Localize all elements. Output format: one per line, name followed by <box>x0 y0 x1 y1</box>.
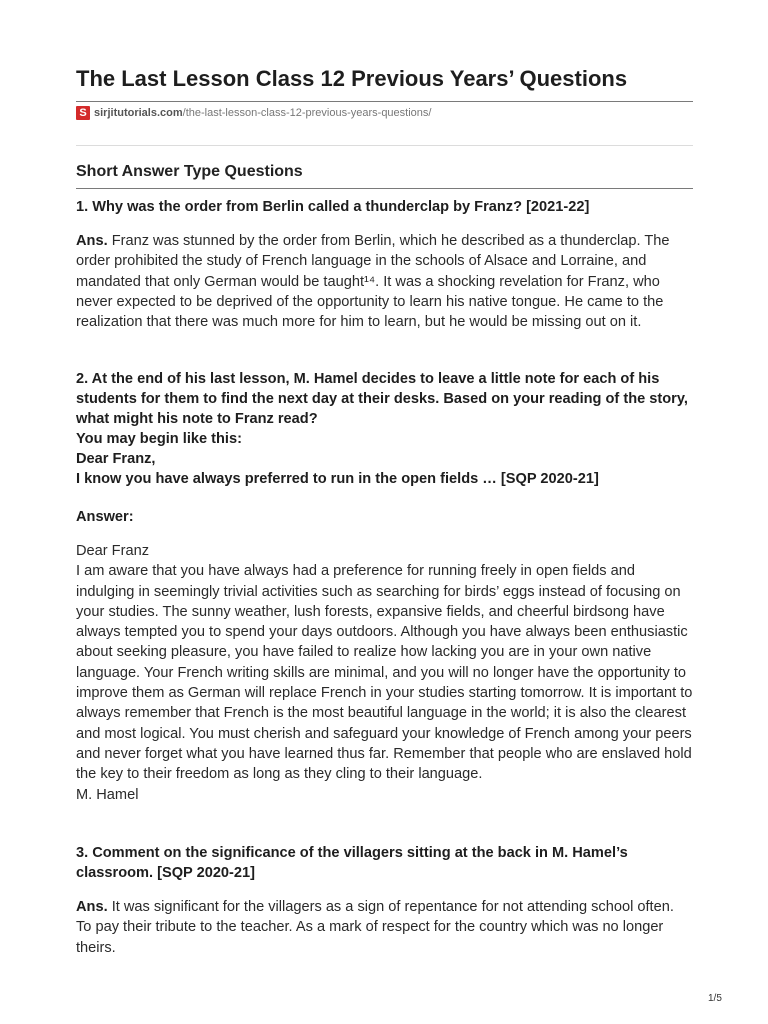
question-3: 3. Comment on the significance of the villagers sitting at the back in M. Hamel’s classroom. [SQP 2020-21] <box>76 845 628 881</box>
question-1: 1. Why was the order from Berlin called a thunderclap by Franz? [2021-22] <box>76 199 590 215</box>
answer-1-text: Franz was stunned by the order from Berlin, which he described as a thunderclap. The order prohibited the study of French language in the schools of Alsace and Lorraine, and mandated that only German would be taught¹⁴. It was a shocking revelation for Franz, who never expected to be deprived of the opportunity to learn his native tongue. He came to the realization that there was much more for him to learn, but he would be missing out on it. <box>76 233 670 331</box>
answer-2-letter <box>76 541 693 805</box>
question-2-line-3: Dear Franz, <box>76 451 156 467</box>
page-number: 1/5 <box>708 993 722 1004</box>
source-divider <box>76 145 693 146</box>
question-2-line-1: 2. At the end of his last lesson, M. Hamel decides to leave a little note for each of his students for them to find the next day at their desks. Based on your reading of the story, what might his note to Franz read? <box>76 371 688 427</box>
answer-3-text: It was significant for the villagers as a sign of repentance for not attending school often. To pay their tribute to the teacher. As a mark of respect for the country which was no longer theirs. <box>76 899 674 956</box>
section-heading: Short Answer Type Questions <box>76 163 303 180</box>
source-path[interactable]: /the-last-lesson-class-12-previous-years-questions/ <box>182 107 432 119</box>
source-link[interactable] <box>76 106 431 120</box>
section-divider <box>76 188 693 189</box>
answer-1-label: Ans. <box>76 233 108 249</box>
answer-2-heading: Answer: <box>76 509 134 525</box>
source-domain[interactable]: sirjitutorials.com <box>94 107 183 119</box>
title-divider <box>76 101 693 102</box>
site-logo-icon: S <box>76 106 90 120</box>
question-2-line-2: You may begin like this: <box>76 431 242 447</box>
answer-1 <box>76 231 693 332</box>
letter-salutation: Dear Franz <box>76 543 149 559</box>
letter-body: I am aware that you have always had a preference for running freely in open fields and indulging in seemingly trivial activities such as searching for birds’ eggs instead of focusing on your studies. The sunny weather, lush forests, expansive fields, and cheerful birdsong have always tempted you to spend your days outdoors. Although you have always been enthusiastic about seeking pleasure, you have failed to realize how lacking you are in your own native language. Your French writing skills are minimal, and you will no longer have the opportunity to improve them as German will replace French in your studies starting tomorrow. It is important to always remember that French is the most beautiful language in the world; it is also the clearest and most logical. You must cherish and safeguard your knowledge of French among your peers and never forget what you have learned thus far. Remember that people who are enslaved hold the key to their freedom as long as they cling to their language. <box>76 563 693 783</box>
page-title: The Last Lesson Class 12 Previous Years’ Questions <box>76 66 628 91</box>
answer-3-label: Ans. <box>76 899 108 915</box>
letter-signature: M. Hamel <box>76 786 139 803</box>
question-2-line-4: I know you have always preferred to run in the open fields … [SQP 2020-21] <box>76 471 599 487</box>
answer-3 <box>76 897 693 958</box>
question-2 <box>76 369 693 489</box>
